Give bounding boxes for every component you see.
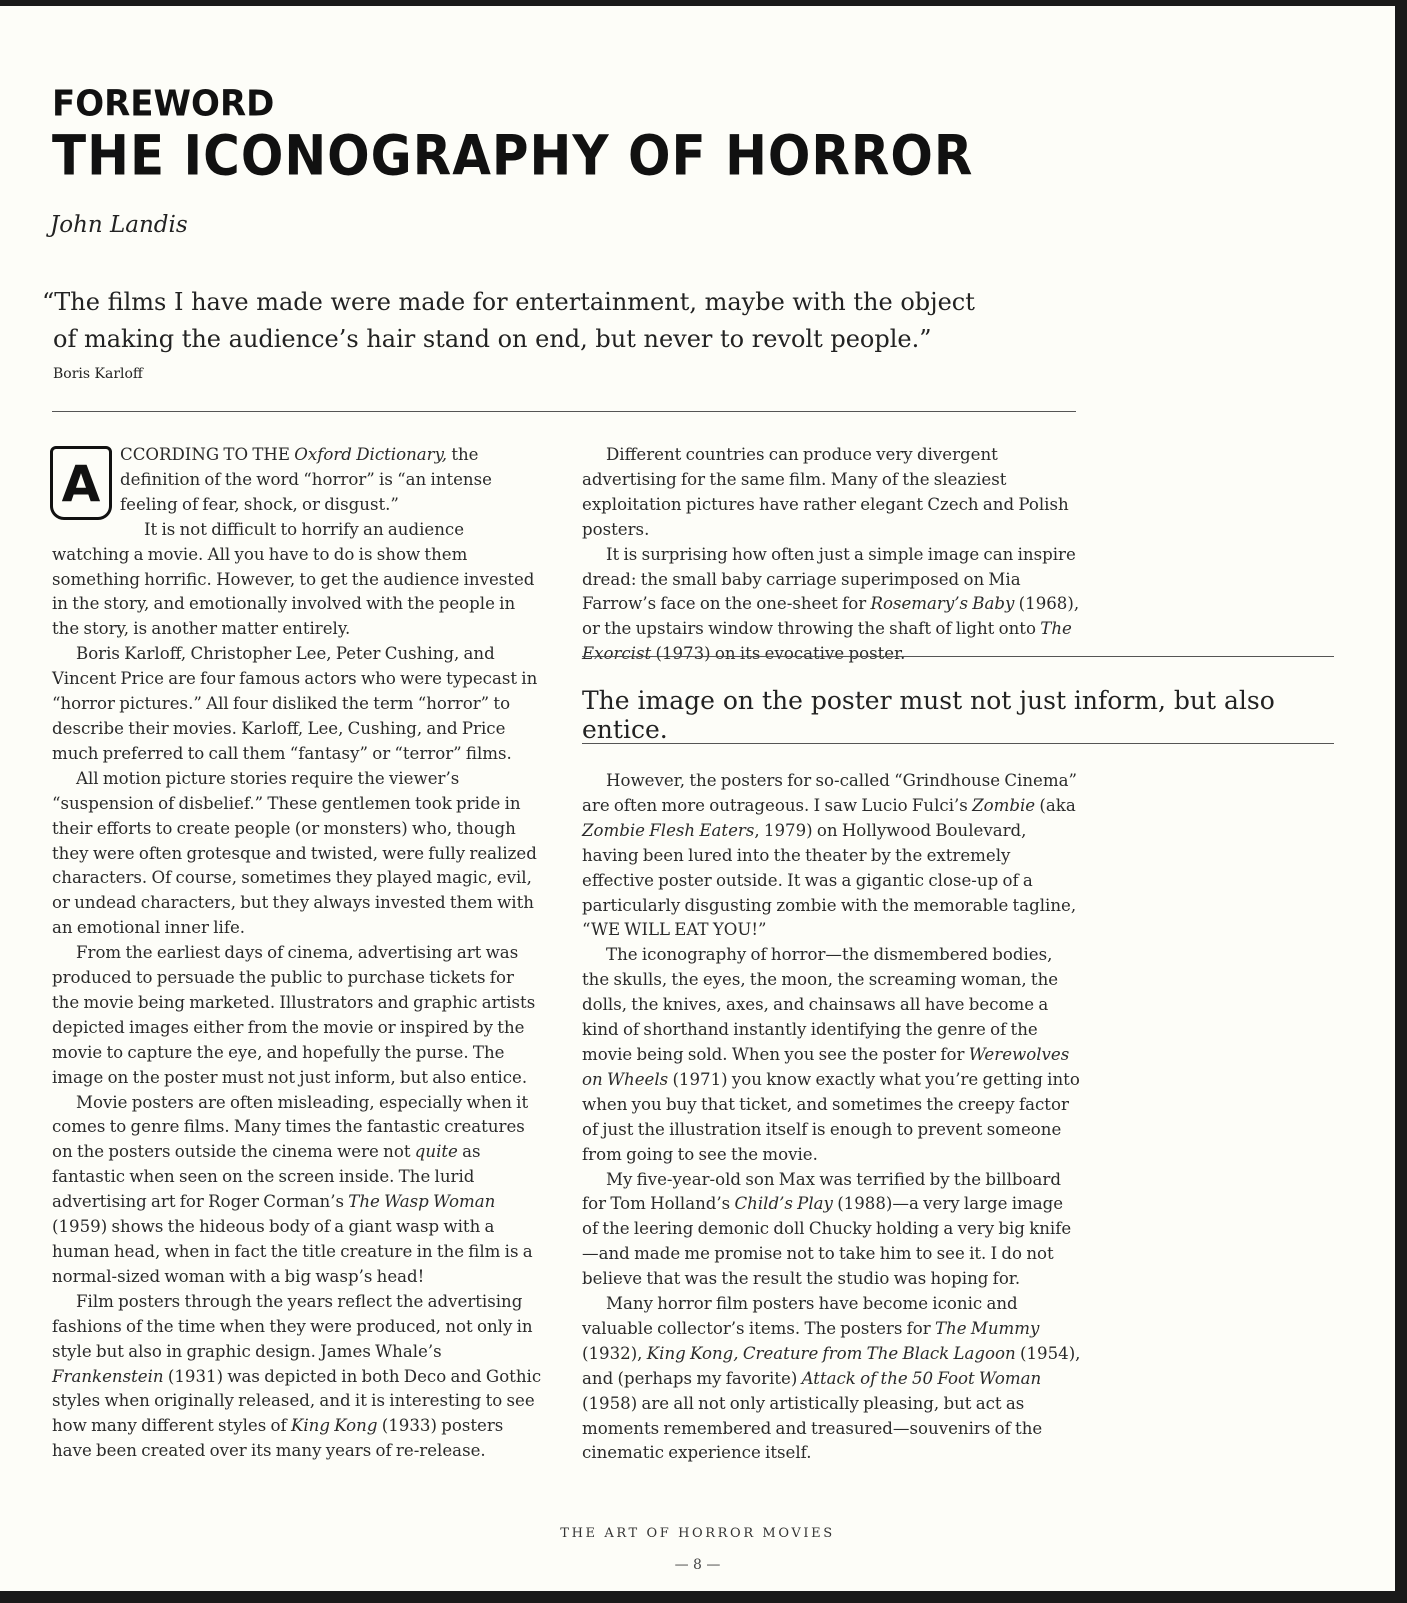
film-title: Child’s Play <box>734 1194 833 1214</box>
film-title: Frankenstein <box>52 1366 164 1386</box>
text-span: as fantastic when seen on the screen inside. The lurid advertising art for Roger Corman’s <box>52 1142 481 1212</box>
text-span: (1933) posters have been created over its many years of re-release. <box>52 1416 504 1461</box>
text-italic: Oxford Dictionary, <box>294 445 448 464</box>
right-column-bottom <box>582 769 1082 1466</box>
divider <box>52 411 1076 412</box>
paragraph <box>52 1091 542 1290</box>
paragraph <box>582 943 1082 1167</box>
page-number: — 8 — <box>674 1557 721 1573</box>
paragraph <box>52 1290 542 1464</box>
divider <box>582 656 1334 657</box>
text-span: It is surprising how often just a simple image can inspire dread: the small baby carriage superimposed on Mia Farrow’s face on the one-sheet for <box>582 544 1076 614</box>
drop-cap: A <box>50 446 112 520</box>
film-title: Rosemary’s Baby <box>870 594 1015 614</box>
pull-quote: The image on the poster must not just inform, but also entice. <box>582 686 1275 744</box>
paragraph: From the earliest days of cinema, advertising art was produced to persuade the public to purchase tickets for the movie being marketed. Illustrators and graphic artists depicted images either from the movie or inspired by the movie to capture the eye, and hopefully the purse. The image on the poster must not just inform, but also entice. <box>52 943 536 1087</box>
text-span: (1958) are all not only artistically pleasing, but act as moments remembered and treasured—souvenirs of the cinematic experience itself. <box>582 1393 1043 1463</box>
film-title: King Kong <box>290 1416 378 1436</box>
epigraph-quote <box>42 284 1042 358</box>
left-column <box>52 443 542 1464</box>
paragraph: Different countries can produce very divergent advertising for the same film. Many of the sleaziest exploitation pictures have rather elegant Czech and Polish posters. <box>582 445 1069 539</box>
text-span: (1968), or the upstairs window throwing the shaft of light onto <box>582 594 1080 639</box>
text-span: (1959) shows the hideous body of a giant wasp with a human head, when in fact the title creature in the film is a normal-sized woman with a big wasp’s head! <box>52 1217 533 1286</box>
paragraph <box>582 1292 1082 1466</box>
right-column-top <box>582 443 1082 667</box>
film-title: The Mummy <box>934 1318 1040 1338</box>
text-span: (1973) on its evocative poster. <box>655 644 906 664</box>
text-span: (1932), <box>582 1343 643 1363</box>
text-span: However, the posters for so-called “Grindhouse Cinema” are often more outrageous. I saw Lucio Fulci’s <box>582 771 1077 815</box>
text-span: , 1979) on Hollywood Boulevard, having been lured into the theater by the extremely effective poster outside. It was a gigantic close-up of a particularly disgusting zombie with the memorable tagline, “WE WILL EAT YOU!” <box>582 820 1077 940</box>
book-page <box>0 6 1395 1591</box>
paragraph: All motion picture stories require the viewer’s “suspension of disbelief.” These gentlemen took pride in their efforts to create people (or monsters) who, though they were often grotesque and twisted, were fully realized characters. Of course, sometimes they played magic, evil, or undead characters, but they always invested them with an emotional inner life. <box>52 768 537 938</box>
paragraph: It is not difficult to horrify an audience watching a movie. All you have to do is show them something horrific. However, to get the audience invested in the story, and emotionally involved with the people in the story, is another matter entirely. <box>52 519 535 639</box>
divider <box>582 743 1334 744</box>
film-title: King Kong, Creature from The Black Lagoon <box>646 1343 1016 1363</box>
paragraph <box>52 443 542 518</box>
film-title: Zombie Flesh Eaters <box>582 820 755 840</box>
text-span: Film posters through the years reflect the advertising fashions of the time when they were produced, not only in style but also in graphic design. James Whale’s <box>52 1291 533 1361</box>
text-span: (1931) was depicted in both Deco and Gothic styles when originally released, and it is interesting to see how many different styles of <box>52 1366 542 1436</box>
film-title: Attack of the 50 Foot Woman <box>801 1368 1042 1388</box>
text-span: My five-year-old son Max was terrified by the billboard for Tom Holland’s <box>582 1169 1061 1214</box>
film-title: Zombie <box>972 795 1036 815</box>
running-title: THE ART OF HORROR MOVIES <box>560 1526 835 1541</box>
text-span: (1971) you know exactly what you’re getting into when you buy that ticket, and sometimes the creepy factor of just the illustration itself is enough to prevent someone from going to see the movie. <box>582 1069 1080 1164</box>
text-span: (aka <box>1039 795 1076 815</box>
epigraph-attribution: Boris Karloff <box>53 366 143 382</box>
text-span: the definition of the word “horror” is “an intense feeling of fear, shock, or disgust.” <box>120 445 492 514</box>
chapter-title: THE ICONOGRAPHY OF HORROR <box>52 124 974 188</box>
paragraph <box>582 1168 1082 1293</box>
text-span: CCORDING TO THE <box>120 445 290 464</box>
epigraph-line: “The films I have made were made for entertainment, maybe with the object <box>42 288 975 316</box>
film-title: The Wasp Woman <box>348 1192 496 1212</box>
film-title: Werewolves on Wheels <box>582 1044 1070 1089</box>
epigraph-line: of making the audience’s hair stand on end, but never to revolt people.” <box>53 325 932 353</box>
paragraph <box>582 543 1082 668</box>
text-span: (1988)—a very large image of the leering demonic doll Chucky holding a very big knife —and made me promise not to take him to see it. I do not believe that was the result the studio was hoping for. <box>582 1194 1072 1289</box>
text-italic: quite <box>414 1142 458 1162</box>
text-span: The iconography of horror—the dismembered bodies, the skulls, the eyes, the moon, the screaming woman, the dolls, the knives, axes, and chainsaws all have become a kind of shorthand instantly identifying the genre of the movie being sold. When you see the poster for <box>582 945 1059 1064</box>
author-name: John Landis <box>50 212 188 238</box>
text-span: Many horror film posters have become iconic and valuable collector’s items. The posters for <box>582 1294 1018 1338</box>
text-span: Movie posters are often misleading, especially when it comes to genre films. Many times the fantastic creatures on the posters outside the cinema were not <box>52 1092 529 1162</box>
film-title: The Exorcist <box>582 619 1072 664</box>
text-span: (1954), and (perhaps my favorite) <box>582 1343 1081 1388</box>
paragraph <box>582 769 1082 943</box>
section-kicker: FOREWORD <box>52 83 275 125</box>
paragraph: Boris Karloff, Christopher Lee, Peter Cushing, and Vincent Price are four famous actors who were typecast in “horror pictures.” All four disliked the term “horror” to describe their movies. Karloff, Lee, Cushing, and Price much preferred to call them “fantasy” or “terror” films. <box>52 644 538 763</box>
